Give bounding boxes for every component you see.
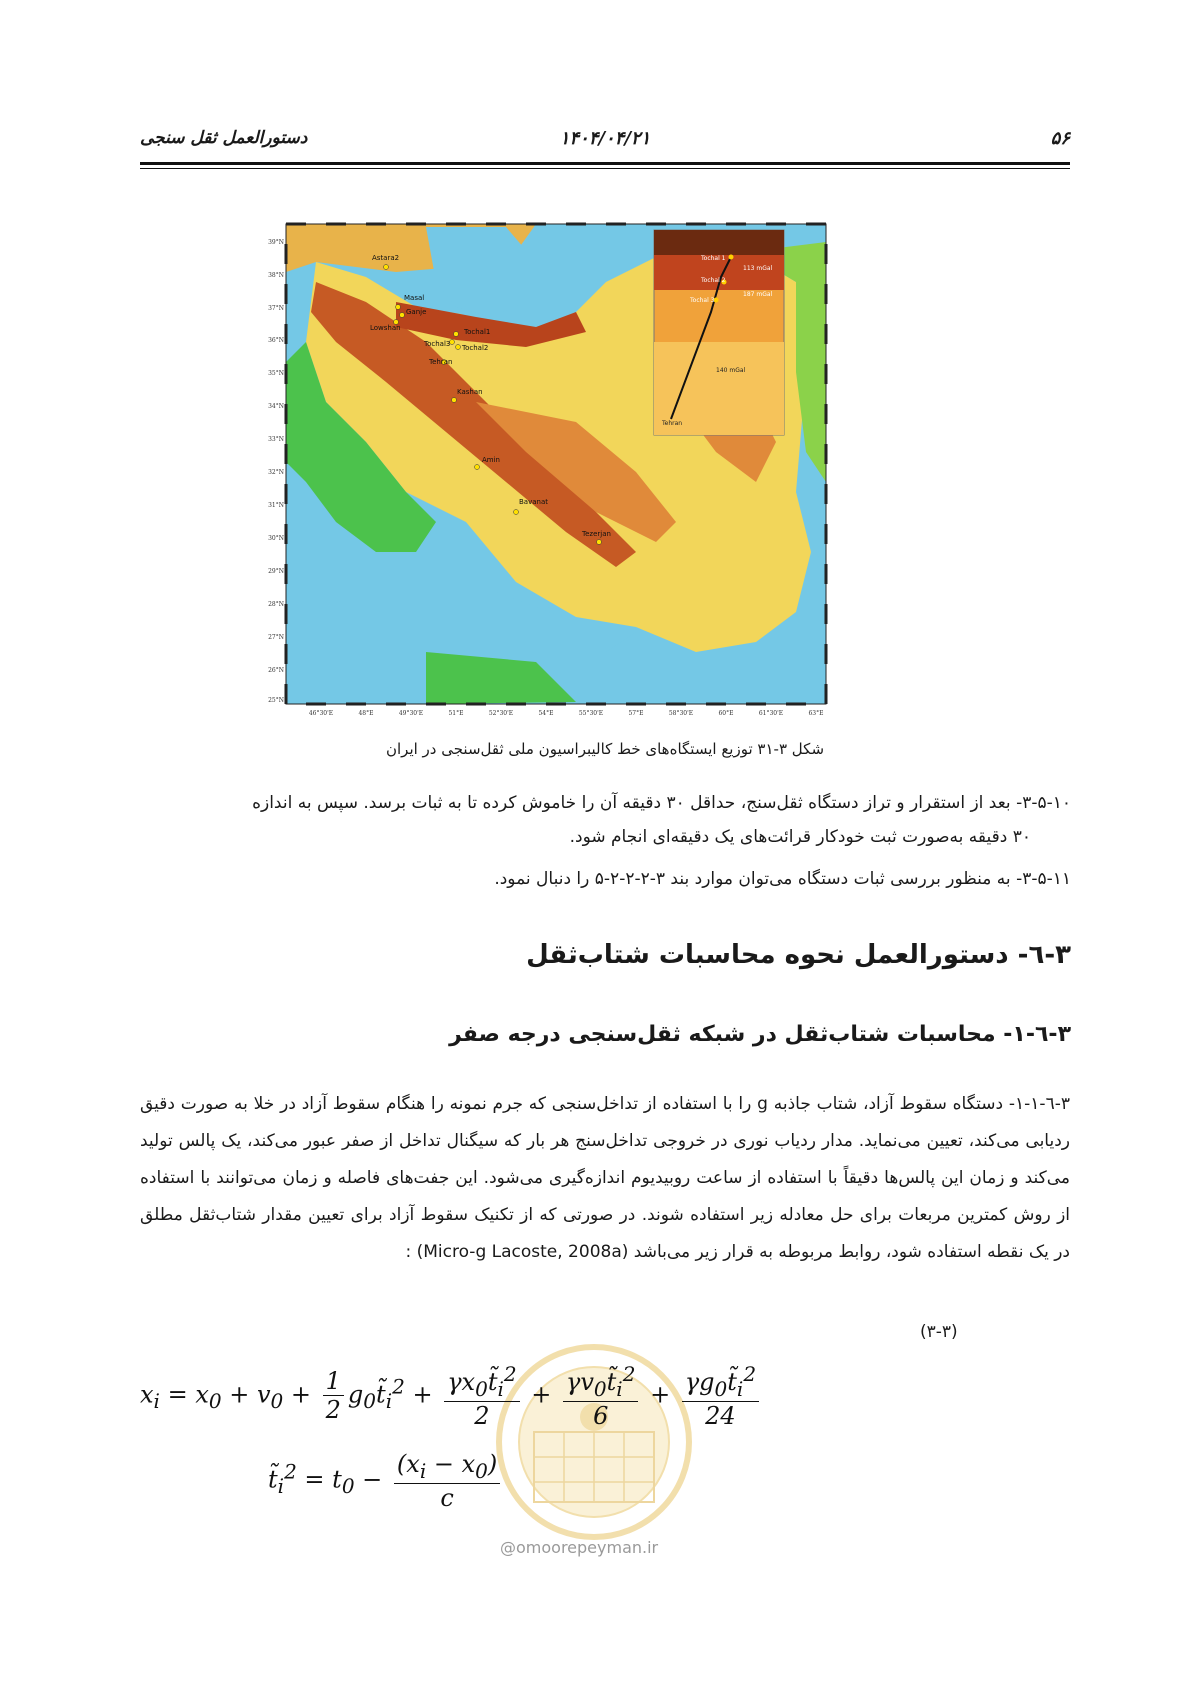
inset-label: 140 mGal	[716, 367, 746, 374]
list-item	[141, 786, 1071, 820]
svg-text:63°E: 63°E	[808, 710, 824, 717]
section-heading: ۳-٦- دستورالعمل نحوه محاسبات شتاب‌ثقل	[526, 940, 1071, 970]
iran-gravity-map	[268, 222, 836, 717]
svg-text:54°E: 54°E	[538, 710, 554, 717]
equation-free-fall: $x_i = x_0 + v_0$ + $\frac{1}{2}$ $g_0t̃_i^2$ + $\frac{\gamma x_0t̃_i^2}{2}$ + $\frac{\gamma v_0t̃_i^2}{6}$ + $\frac{\gamma g_0t̃_i^2}{24}$	[140, 1362, 763, 1430]
svg-text:Tochal3: Tochal3	[424, 340, 451, 348]
header-rule-thin	[140, 168, 1070, 169]
svg-text:Tochal2: Tochal2	[462, 344, 489, 352]
svg-text:37°N: 37°N	[268, 305, 284, 312]
svg-text:38°N: 38°N	[268, 272, 284, 279]
svg-text:Tehran: Tehran	[429, 358, 453, 366]
svg-text:49°30'E: 49°30'E	[398, 710, 424, 717]
svg-text:36°N: 36°N	[268, 337, 284, 344]
svg-text:51°E: 51°E	[448, 710, 464, 717]
svg-text:Bavanat: Bavanat	[519, 498, 548, 506]
watermark-text: @omoorepeyman.ir	[500, 1538, 659, 1557]
lon-tick-labels	[309, 710, 824, 717]
svg-text:61°30'E: 61°30'E	[758, 710, 784, 717]
svg-text:46°30'E: 46°30'E	[308, 710, 334, 717]
inset-label: 113 mGal	[743, 265, 773, 272]
svg-text:58°30'E: 58°30'E	[668, 710, 694, 717]
body-paragraph	[140, 1086, 1070, 1271]
item-text: بعد از استقرار و تراز دستگاه ثقل‌سنج، حداقل ۳۰ دقیقه آن را خاموش کرده تا به ثبات برسد. سپس به اندازه	[252, 793, 1011, 813]
svg-text:55°30'E: 55°30'E	[578, 710, 604, 717]
svg-text:35°N: 35°N	[268, 370, 284, 377]
svg-text:Astara2: Astara2	[372, 254, 400, 262]
equation-number: (۳-۳)	[920, 1322, 958, 1342]
svg-text:28°N: 28°N	[268, 601, 284, 608]
svg-text:Lowshan: Lowshan	[370, 324, 401, 332]
svg-text:26°N: 26°N	[268, 667, 284, 674]
svg-text:39°N: 39°N	[268, 239, 284, 246]
paragraph-text: دستگاه سقوط آزاد، شتاب جاذبه g را با استفاده از تداخل‌سنجی که جرم نمونه را هنگام سقوط آزاد در خلا به صورت دقیق ردیابی می‌کند، تعیین می‌نماید. مدار ردیاب نوری در خروجی تداخل‌سنج هر بار که سیگنال تداخل از صفر عبور می‌کند، یک پالس تولید می‌کند و زمان این پالس‌ها دقیقاً با استفاده از ساعت روبیدیوم اندازه‌گیری می‌شود. این جفت‌های فاصله و زمان می‌توانند با استفاده از روش کمترین مربعات برای حل معادله زیر استفاده شوند. در صورتی که از تکنیک سقوط آزاد برای تعیین مقدار شتاب‌ثقل مطلق در یک نقطه استفاده شود، روابط مربوطه به قرار زیر می‌باشد (Micro-g Lacoste, 2008a) :	[140, 1094, 1070, 1262]
inset-label: Tochal 1	[701, 255, 726, 262]
svg-text:Tochal1: Tochal1	[464, 328, 491, 336]
svg-text:29°N: 29°N	[268, 568, 284, 575]
svg-text:33°N: 33°N	[268, 436, 284, 443]
item-number: ۳-۵-۱۱-	[1016, 869, 1071, 889]
svg-text:Amin: Amin	[482, 456, 500, 464]
svg-text:52°30'E: 52°30'E	[488, 710, 514, 717]
svg-text:48°E: 48°E	[358, 710, 374, 717]
page-header	[140, 128, 1070, 158]
subsection-heading: ۳-٦-۱- محاسبات شتاب‌ثقل در شبکه ثقل‌سنجی درجه صفر	[449, 1022, 1071, 1047]
header-date: ۱۴۰۴/۰۴/۲۱	[559, 128, 651, 149]
figure-caption: شکل ۳-۳۱ توزیع ایستگاه‌های خط کالیبراسیون ملی ثقل‌سنجی در ایران	[385, 740, 825, 758]
svg-text:31°N: 31°N	[268, 502, 284, 509]
svg-text:30°N: 30°N	[268, 535, 284, 542]
svg-text:Tezerjan: Tezerjan	[582, 530, 611, 538]
equation-time-correction: $t̃_i^2 = t_0$ − $\frac{(x_i - x_0)}{c}$	[268, 1450, 504, 1512]
svg-text:Kashan: Kashan	[457, 388, 483, 396]
svg-text:25°N: 25°N	[268, 697, 284, 704]
paragraph-number: ۳-٦-۱-۱-	[1008, 1094, 1070, 1114]
list-item	[141, 862, 1071, 896]
inset-label: Tochal 3	[690, 297, 715, 304]
lat-tick-labels	[268, 239, 284, 704]
item-number: ۳-۵-۱۰-	[1016, 793, 1071, 813]
svg-text:32°N: 32°N	[268, 469, 284, 476]
item-continuation: ۳۰ دقیقه به‌صورت ثبت خودکار قرائت‌های یک دقیقه‌ای انجام شود.	[569, 827, 1031, 847]
header-title: دستورالعمل ثقل سنجی	[140, 128, 308, 148]
header-rule	[140, 162, 1070, 165]
svg-text:34°N: 34°N	[268, 403, 284, 410]
inset-label: Tehran	[662, 420, 683, 427]
svg-text:57°E: 57°E	[628, 710, 644, 717]
inset-label: Tochal 2	[701, 277, 726, 284]
svg-text:Masal: Masal	[404, 294, 425, 302]
svg-text:60°E: 60°E	[718, 710, 734, 717]
item-text: به منظور بررسی ثبات دستگاه می‌توان موارد بند ۳-۲-۲-۲-۵ را دنبال نمود.	[494, 869, 1011, 889]
svg-text:Ganje: Ganje	[406, 308, 427, 316]
svg-text:27°N: 27°N	[268, 634, 284, 641]
page-number: ۵۶	[1050, 128, 1070, 149]
inset-label: 187 mGal	[743, 291, 773, 298]
